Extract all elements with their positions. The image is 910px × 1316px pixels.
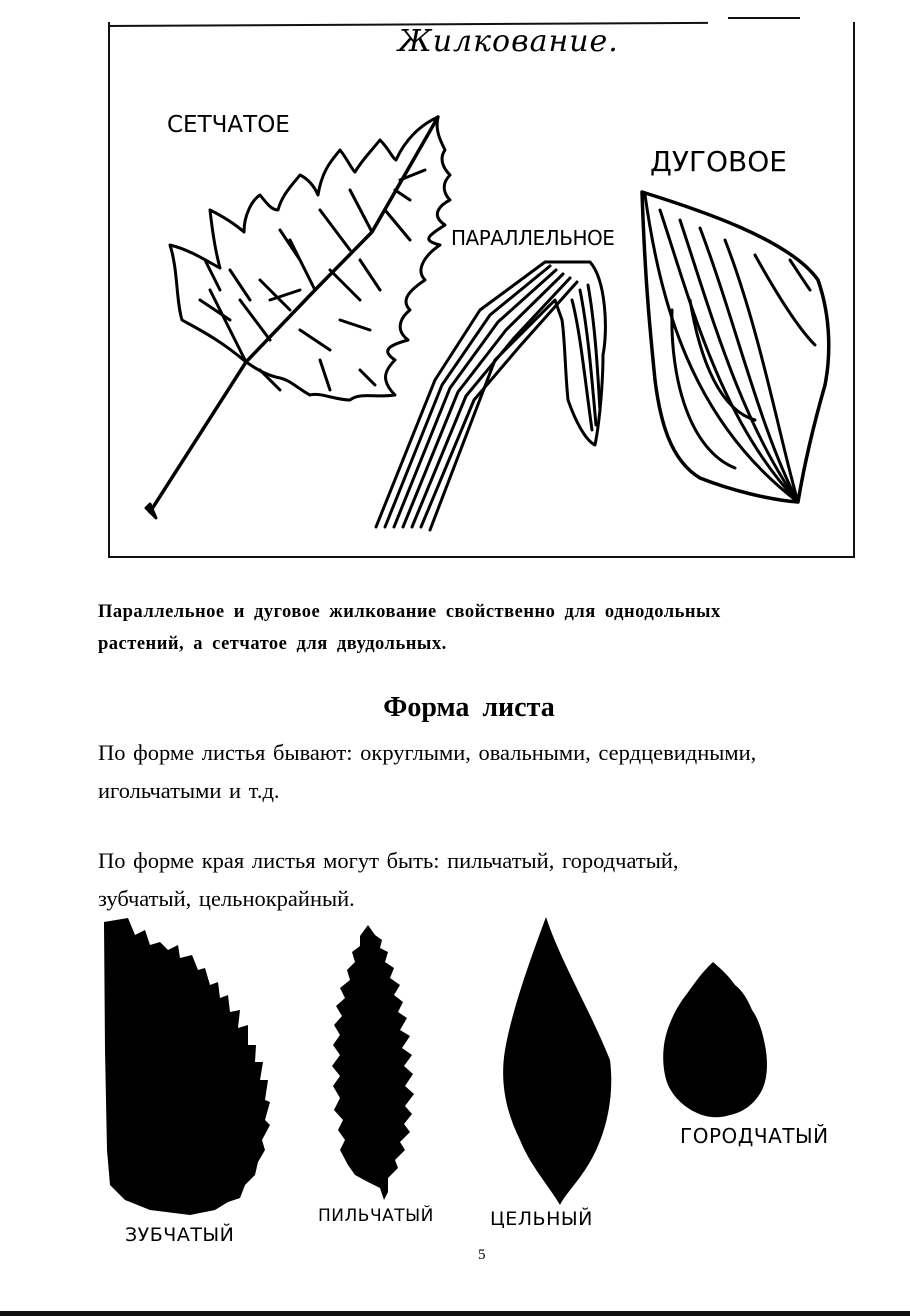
serrate-leaf-icon	[332, 925, 414, 1200]
leaf-shape-paragraph-line-2: игольчатыми и т.д.	[98, 778, 280, 803]
label-crenate: ГОРОДЧАТЫЙ	[680, 1124, 829, 1148]
venation-caption-line-1: Параллельное и дуговое жилкование свойственно для однодольных	[98, 602, 721, 622]
leaf-shape-paragraph-line-1: По форме листья бывают: округлыми, овальными, сердцевидными,	[98, 740, 757, 765]
leaf-margin-paragraph-line-1: По форме края листья могут быть: пильчатый, городчатый,	[98, 848, 679, 873]
label-parallel: ПАРАЛЛЕЛЬНОЕ	[451, 226, 615, 250]
label-reticulate: СЕТЧАТОЕ	[167, 112, 290, 138]
leaf-margin-paragraph-line-2: зубчатый, цельнокрайный.	[98, 886, 355, 911]
entire-leaf-icon	[503, 917, 611, 1205]
dentate-leaf-icon	[104, 918, 270, 1215]
crenate-leaf-icon	[663, 962, 767, 1117]
section-title: Форма листа	[383, 692, 555, 723]
venation-caption-line-2: растений, а сетчатое для двудольных.	[98, 634, 447, 654]
page-number: 5	[478, 1247, 486, 1263]
label-dentate: ЗУБЧАТЫЙ	[125, 1224, 235, 1246]
scan-bottom-edge	[0, 1311, 910, 1316]
venation-figure-title: Жилкование.	[398, 24, 619, 59]
label-arcuate: ДУГОВОЕ	[650, 145, 787, 178]
label-entire: ЦЕЛЬНЫЙ	[490, 1208, 593, 1230]
label-serrate: ПИЛЬЧАТЫЙ	[318, 1206, 434, 1226]
